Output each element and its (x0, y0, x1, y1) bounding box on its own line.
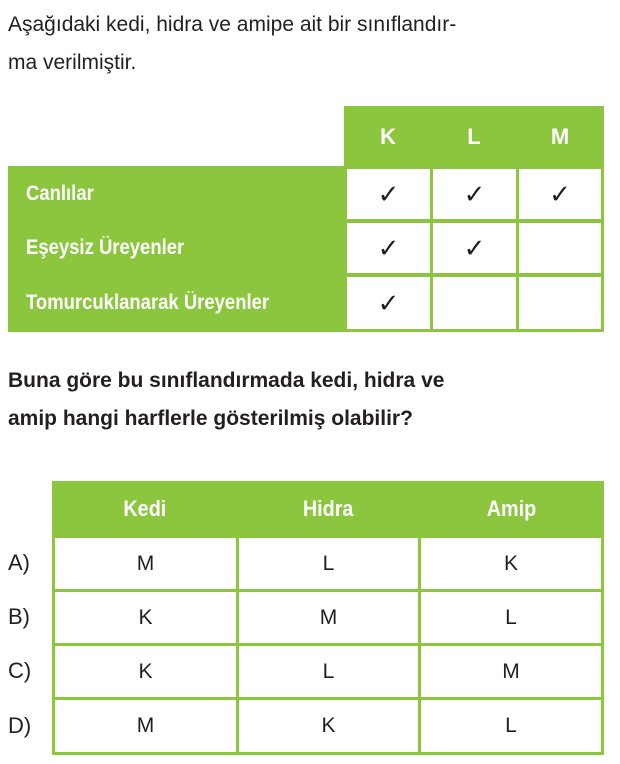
answer-header-text: Hidra (302, 496, 354, 521)
answer-table (8, 481, 604, 759)
answer-header-text: Amip (486, 496, 536, 521)
option-a-label[interactable]: A) (8, 550, 30, 575)
empty-cell (516, 220, 604, 276)
option-d-label[interactable]: D) (8, 713, 32, 738)
checkmark-cell: ✓ (430, 166, 519, 222)
empty-cell (516, 274, 604, 332)
question-text (8, 362, 608, 438)
checkmark-cell: ✓ (344, 274, 433, 332)
option-a-kedi: M (52, 535, 239, 592)
classification-table (8, 106, 604, 332)
option-c-amip: M (418, 643, 604, 700)
question-line-1: Buna göre bu sınıflandırmada kedi, hidra ve (8, 369, 445, 392)
row-label-eseysiz (8, 220, 346, 276)
intro-line-2: ma verilmiştir. (8, 51, 137, 74)
option-b-hidra: M (236, 589, 421, 646)
question-line-2: amip hangi harflerle gösterilmiş olabilir? (8, 407, 413, 430)
column-header-m: M (516, 106, 604, 168)
row-label-tomurcuklanarak (8, 274, 346, 332)
option-a-hidra: L (236, 535, 421, 592)
answer-header-amip (418, 481, 604, 537)
option-d-amip: L (418, 697, 604, 755)
option-d-hidra: K (236, 697, 421, 755)
column-header-l: L (430, 106, 518, 168)
option-b-amip: L (418, 589, 604, 646)
option-b-kedi: K (52, 589, 239, 646)
option-c-label[interactable]: C) (8, 658, 32, 683)
option-d-kedi: M (52, 697, 239, 755)
answer-header-hidra (236, 481, 420, 537)
answer-header-kedi (52, 481, 238, 537)
option-b-label[interactable]: B) (8, 604, 30, 629)
checkmark-cell: ✓ (430, 220, 519, 276)
option-a-amip: K (418, 535, 604, 592)
answer-header-text: Kedi (123, 496, 167, 521)
row-label-text: Tomurcuklanarak Üreyenler (26, 291, 270, 314)
row-label-canlilar (8, 166, 346, 222)
checkmark-cell: ✓ (344, 166, 433, 222)
checkmark-cell: ✓ (516, 166, 604, 222)
option-c-kedi: K (52, 643, 239, 700)
row-label-text: Eşeysiz Üreyenler (26, 236, 185, 259)
row-label-text: Canlılar (26, 182, 94, 205)
column-header-k: K (344, 106, 432, 168)
intro-text (8, 6, 608, 82)
empty-cell (430, 274, 519, 332)
option-c-hidra: L (236, 643, 421, 700)
intro-line-1: Aşağıdaki kedi, hidra ve amipe ait bir sınıflandır- (8, 13, 457, 36)
checkmark-cell: ✓ (344, 220, 433, 276)
